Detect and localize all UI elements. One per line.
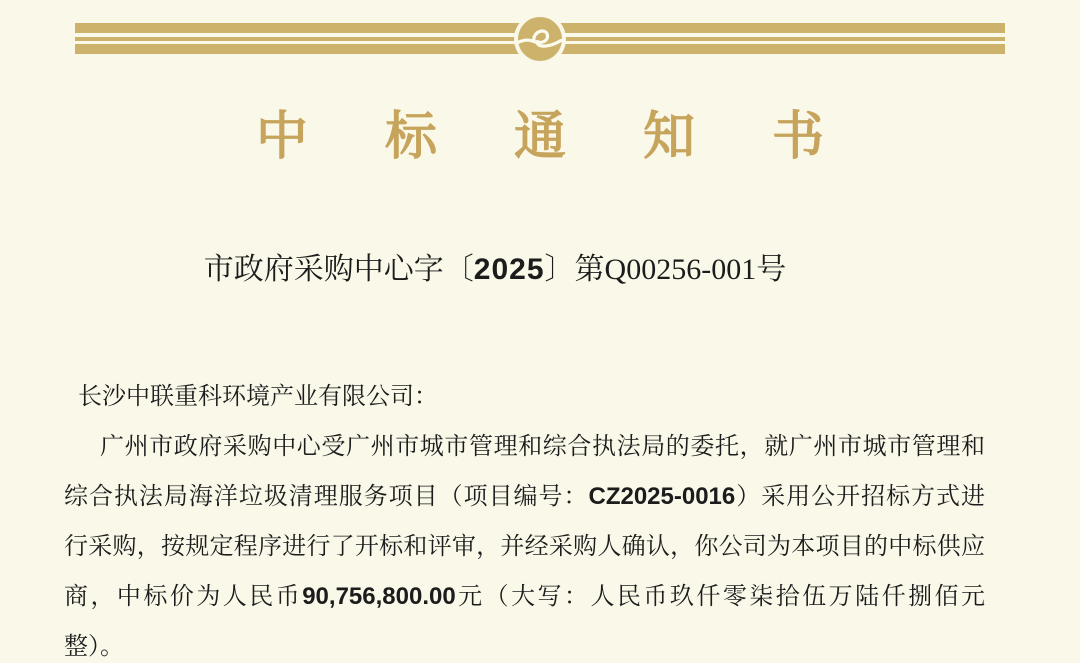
text-run: Q00256-001 bbox=[604, 253, 757, 286]
notice-paragraph bbox=[64, 422, 985, 663]
text-run: ）采用公开招标方式进 bbox=[735, 484, 985, 510]
document-reference-number bbox=[0, 250, 990, 290]
paragraph-line bbox=[64, 572, 985, 622]
decorative-header-band bbox=[75, 23, 1005, 54]
text-run: 行采购，按规定程序进行了开标和评审，并经采购人确认，你公司为本项目的中标供应 bbox=[64, 534, 985, 560]
text-run: 2025 bbox=[473, 253, 545, 286]
paragraph-line bbox=[64, 622, 985, 663]
recipient-salutation: 长沙中联重科环境产业有限公司： bbox=[78, 384, 438, 410]
text-run: 市政府采购中心字〔 bbox=[203, 253, 474, 286]
text-run: 综合执法局海洋垃圾清理服务项目（项目编号： bbox=[64, 484, 589, 510]
text-run: 号 bbox=[756, 253, 787, 286]
text-run: CZ2025-0016 bbox=[588, 483, 736, 510]
text-run: 90,756,800.00 bbox=[302, 583, 456, 610]
paragraph-line bbox=[64, 522, 985, 572]
notice-body bbox=[64, 372, 985, 663]
cursive-e-emblem-icon bbox=[514, 13, 566, 65]
text-run: 〕第 bbox=[544, 253, 605, 286]
text-run: 整）。 bbox=[64, 634, 124, 660]
document-title: 中标通知书 bbox=[255, 109, 901, 166]
paragraph-line bbox=[64, 422, 985, 472]
text-run: 商，中标价为人民币 bbox=[64, 584, 303, 610]
text-run: 广州市政府采购中心受广州市城市管理和综合执法局的委托，就广州市城市管理和 bbox=[100, 434, 985, 460]
text-run: 元（大写：人民币玖仟零柒拾伍万陆仟捌佰元 bbox=[455, 584, 985, 610]
paragraph-line bbox=[64, 472, 985, 522]
